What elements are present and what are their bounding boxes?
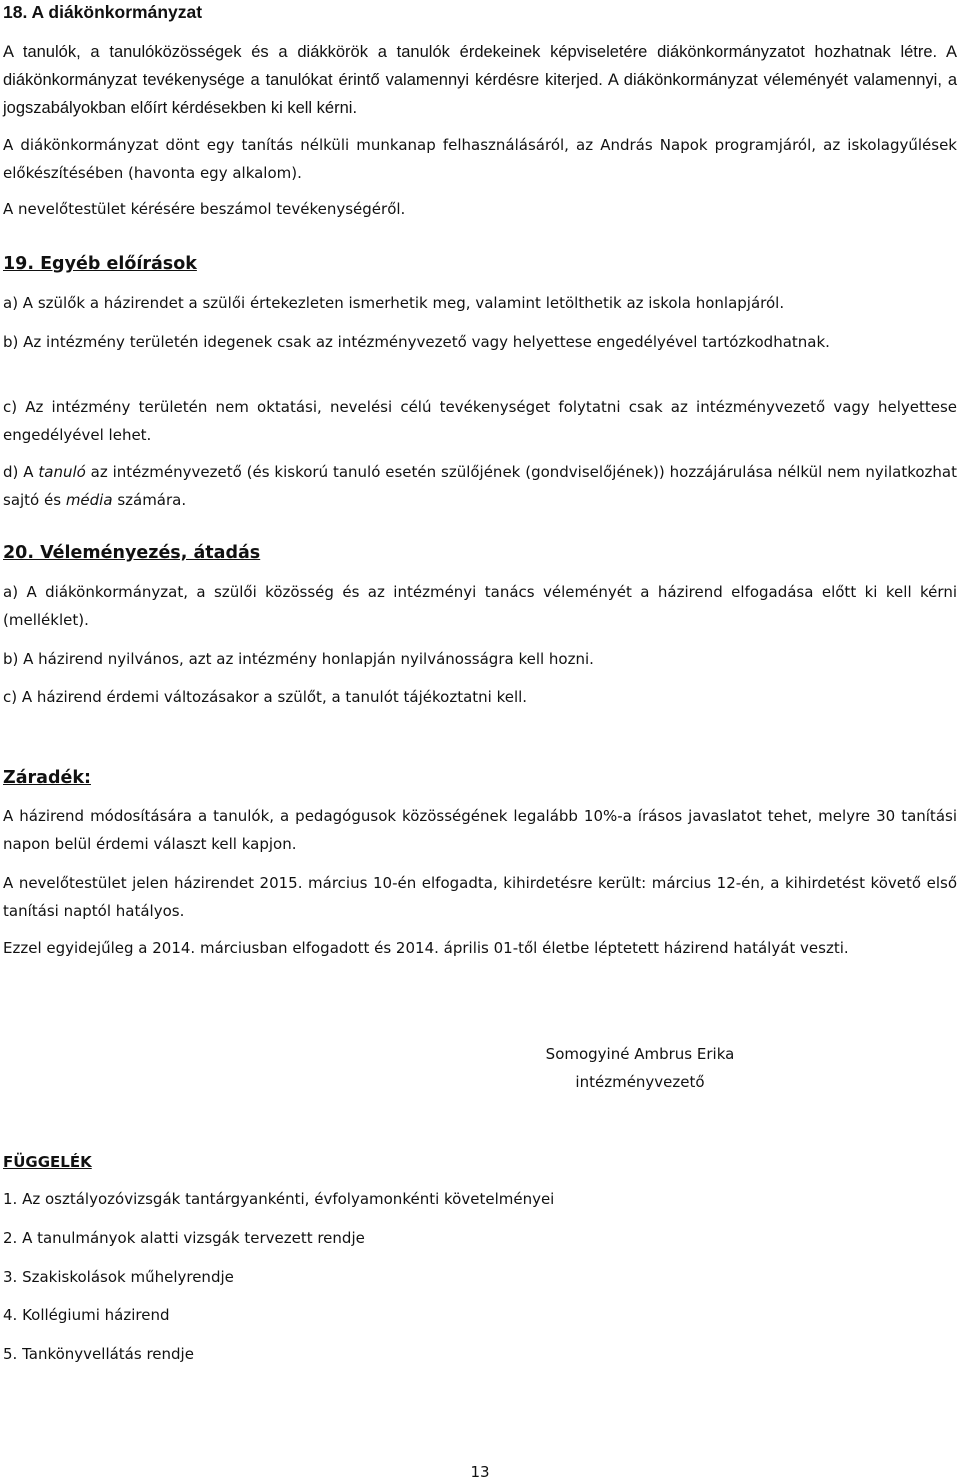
item-d-emphasis-media: média [65,491,113,509]
section-19-item-d [3,458,957,514]
section-18-paragraph-1: A tanulók, a tanulóközösségek és a diákkörök a tanulók érdekeinek képviseletére diákönkormányzatot hozhatnak létre. A diákönkormányzat tevékenysége a tanulókat érintő valamennyi kérdésre kiterjed. A diákönkormányzat véleményét valamennyi, a jogszabályokban előírt kérdésekben ki kell kérni. [3,43,957,117]
signature-title: intézményvezető [575,1073,705,1091]
signature-name: Somogyiné Ambrus Erika [545,1045,735,1063]
section-18-paragraph-3: A nevelőtestület kérésére beszámol tevékenységéről. [3,200,406,218]
zaradek-paragraph-1: A házirend módosítására a tanulók, a pedagógusok közösségének legalább 10%-a írásos javaslatot tehet, melyre 30 tanítási napon belül érdemi választ kell kapjon. [3,807,957,853]
section-20-heading: 20. Véleményezés, átadás [3,543,261,563]
section-18-paragraph-2: A diákönkormányzat dönt egy tanítás nélküli munkanap felhasználásáról, az András Napok programjáról, az iskolagyűlések előkészítésében (havonta egy alkalom). [3,136,957,182]
zaradek-paragraph-2: A nevelőtestület jelen házirendet 2015. március 10-én elfogadta, kihirdetésre került: március 12-én, a kihirdetést követő első tanítási naptól hatályos. [3,874,957,920]
section-20-item-b: b) A házirend nyilvános, azt az intézmény honlapján nyilvánosságra kell hozni. [3,650,594,668]
item-d-emphasis-tanulo: tanuló [38,463,86,481]
item-d-text-1: d) A [3,463,39,481]
item-d-text-2: az intézményvezető (és kiskorú tanuló esetén szülőjének (gondviselőjének)) hozzájárulása nélkül nem nyilatkozhat sajtó és [3,463,957,509]
page-number: 13 [470,1463,490,1481]
fuggelek-item-5: 5. Tankönyvellátás rendje [3,1345,194,1363]
fuggelek-heading: FÜGGELÉK [3,1153,92,1171]
fuggelek-item-3: 3. Szakiskolások műhelyrendje [3,1268,234,1286]
section-19-item-a: a) A szülők a házirendet a szülői értekezleten ismerhetik meg, valamint letölthetik az iskola honlapjáról. [3,294,785,312]
section-20-item-c: c) A házirend érdemi változásakor a szülőt, a tanulót tájékoztatni kell. [3,688,528,706]
section-20-item-a: a) A diákönkormányzat, a szülői közösség és az intézményi tanács véleményét a házirend elfogadása előtt ki kell kérni (melléklet). [3,583,957,629]
zaradek-heading: Záradék: [3,768,91,788]
fuggelek-item-4: 4. Kollégiumi házirend [3,1306,170,1324]
fuggelek-item-2: 2. A tanulmányok alatti vizsgák tervezett rendje [3,1229,365,1247]
section-19-heading: 19. Egyéb előírások [3,254,197,274]
section-19-item-c: c) Az intézmény területén nem oktatási, nevelési célú tevékenységet folytatni csak az intézményvezető vagy helyettese engedélyével lehet. [3,398,957,444]
section-18-heading: 18. A diákönkormányzat [3,2,203,22]
zaradek-paragraph-3: Ezzel egyidejűleg a 2014. márciusban elfogadott és 2014. április 01-től életbe léptetett házirend hatályát veszti. [3,939,849,957]
item-d-text-3: számára. [112,491,187,509]
fuggelek-item-1: 1. Az osztályozóvizsgák tantárgyankénti, évfolyamonkénti követelményei [3,1190,555,1208]
section-19-item-b: b) Az intézmény területén idegenek csak az intézményvezető vagy helyettese engedélyével tartózkodhatnak. [3,333,830,351]
